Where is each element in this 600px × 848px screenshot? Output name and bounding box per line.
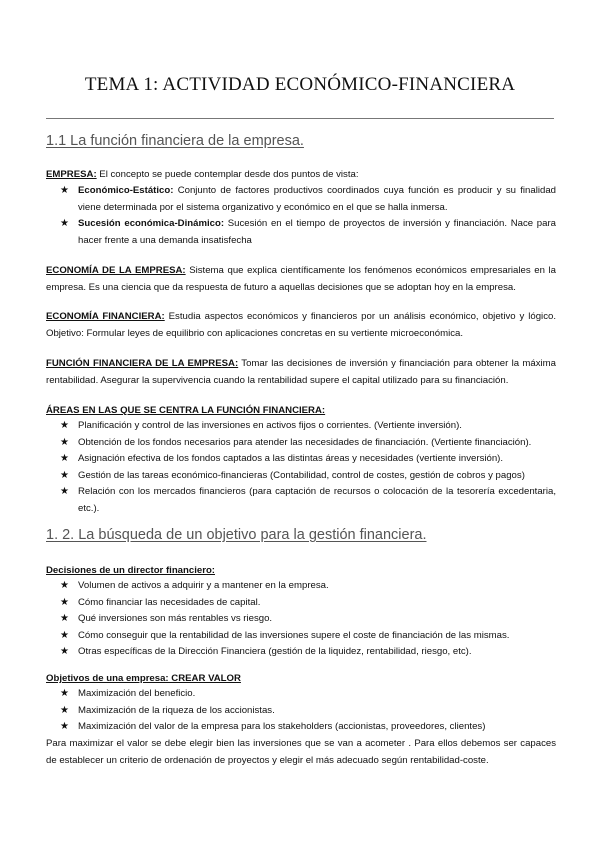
list-item: ★ Maximización del valor de la empresa para los stakeholders (accionistas, proveedores, clientes) xyxy=(60,719,556,736)
objetivos-heading: Objetivos de una empresa: CREAR VALOR xyxy=(46,673,241,684)
list-item: ★ Cómo financiar las necesidades de capital. xyxy=(60,595,556,612)
star-bullet-icon: ★ xyxy=(60,486,69,497)
star-bullet-icon: ★ xyxy=(60,721,69,732)
section-2-heading: 1. 2. La búsqueda de un objetivo para la gestión financiera. xyxy=(46,527,427,543)
list-item: ★ Gestión de las tareas económico-financieras (Contabilidad, control de costes, gestión de cobros y pagos) xyxy=(60,468,556,485)
list-item: ★ Cómo conseguir que la rentabilidad de las inversiones supere el coste de financiación de las mismas. xyxy=(60,628,556,645)
star-bullet-icon: ★ xyxy=(60,469,69,481)
list-item: ★ Otras específicas de la Dirección Financiera (gestión de la liquidez, rentabilidad, riesgo, etc). xyxy=(60,644,556,661)
section-1-heading: 1.1 La función financiera de la empresa. xyxy=(46,133,304,149)
star-bullet-icon: ★ xyxy=(60,580,69,591)
star-bullet-icon: ★ xyxy=(60,185,69,196)
list-item: ★ Relación con los mercados financieros (para captación de recursos o colocación de la tesorería excedentaria, etc.). xyxy=(60,486,556,514)
empresa-text: El concepto se puede contemplar desde dos puntos de vista: xyxy=(96,169,359,180)
areas-list xyxy=(60,418,556,517)
star-bullet-icon: ★ xyxy=(60,436,69,448)
list-item: ★ Maximización del beneficio. xyxy=(60,686,556,703)
empresa-label: EMPRESA: xyxy=(46,169,97,180)
empresa-paragraph xyxy=(46,166,556,183)
economia-empresa-paragraph: ECONOMÍA DE LA EMPRESA: Sistema que explica científicamente los fenómenos económicos empresariales en la empresa. Es una ciencia que da respuesta de futuro a aquellas decisiones que se adoptan hoy en la empresa. xyxy=(46,265,556,293)
list-item: ★ Maximización de la riqueza de los accionistas. xyxy=(60,703,556,720)
empresa-list xyxy=(60,183,556,249)
star-bullet-icon: ★ xyxy=(60,646,69,657)
star-bullet-icon: ★ xyxy=(60,218,69,229)
star-bullet-icon: ★ xyxy=(60,688,69,699)
list-item: ★ Sucesión económica-Dinámico: Sucesión en el tiempo de proyectos de inversión y financiación. Nace para hacer frente a una demanda insatisfecha xyxy=(60,218,556,246)
star-bullet-icon: ★ xyxy=(60,420,69,431)
areas-heading: ÁREAS EN LAS QUE SE CENTRA LA FUNCIÓN FINANCIERA: xyxy=(46,405,326,416)
economia-financiera-paragraph: ECONOMÍA FINANCIERA: Estudia aspectos económicos y financieros por un análisis económico, objetivo y lógico. Objetivo: Formular leyes de equilibrio con aplicaciones concretas en su vertiente microeconómica. xyxy=(46,311,556,339)
document-title: TEMA 1: ACTIVIDAD ECONÓMICO-FINANCIERA xyxy=(84,74,516,95)
list-item: ★ Obtención de los fondos necesarios para atender las necesidades de financiación. (Vertiente financiación). xyxy=(60,435,556,452)
title-divider xyxy=(46,118,554,119)
funcion-financiera-paragraph: FUNCIÓN FINANCIERA DE LA EMPRESA: Tomar las decisiones de inversión y financiación para obtener la máxima rentabilidad. Asegurar la supervivencia cuando la rentabilidad supere el capital utilizado para su financiación. xyxy=(46,358,556,386)
decisiones-list xyxy=(60,578,556,661)
list-item: ★ Qué inversiones son más rentables vs riesgo. xyxy=(60,611,556,628)
list-item: ★ Planificación y control de las inversiones en activos fijos o corrientes. (Vertiente inversión). xyxy=(60,418,556,435)
objetivos-list xyxy=(60,686,556,736)
list-item: ★ Asignación efectiva de los fondos captados a las distintas áreas y necesidades (vertiente inversión). xyxy=(60,451,556,468)
star-bullet-icon: ★ xyxy=(60,704,69,716)
closing-paragraph: Para maximizar el valor se debe elegir bien las inversiones que se van a acometer . Para ellos debemos ser capaces de establecer un criterio de ordenación de proyectos y elegir el más adecuado según rentabilidad-coste. xyxy=(46,738,556,766)
star-bullet-icon: ★ xyxy=(60,629,69,641)
star-bullet-icon: ★ xyxy=(60,596,69,608)
list-item: ★ Económico-Estático: Conjunto de factores productivos coordinados cuya función es producir y su finalidad viene determinada por el sistema organizativo y económico en el que se halla inmersa. xyxy=(60,185,556,213)
list-item: ★ Volumen de activos a adquirir y a mantener en la empresa. xyxy=(60,578,556,595)
decisiones-heading: Decisiones de un director financiero: xyxy=(46,565,215,576)
star-bullet-icon: ★ xyxy=(60,453,69,464)
star-bullet-icon: ★ xyxy=(60,613,69,624)
